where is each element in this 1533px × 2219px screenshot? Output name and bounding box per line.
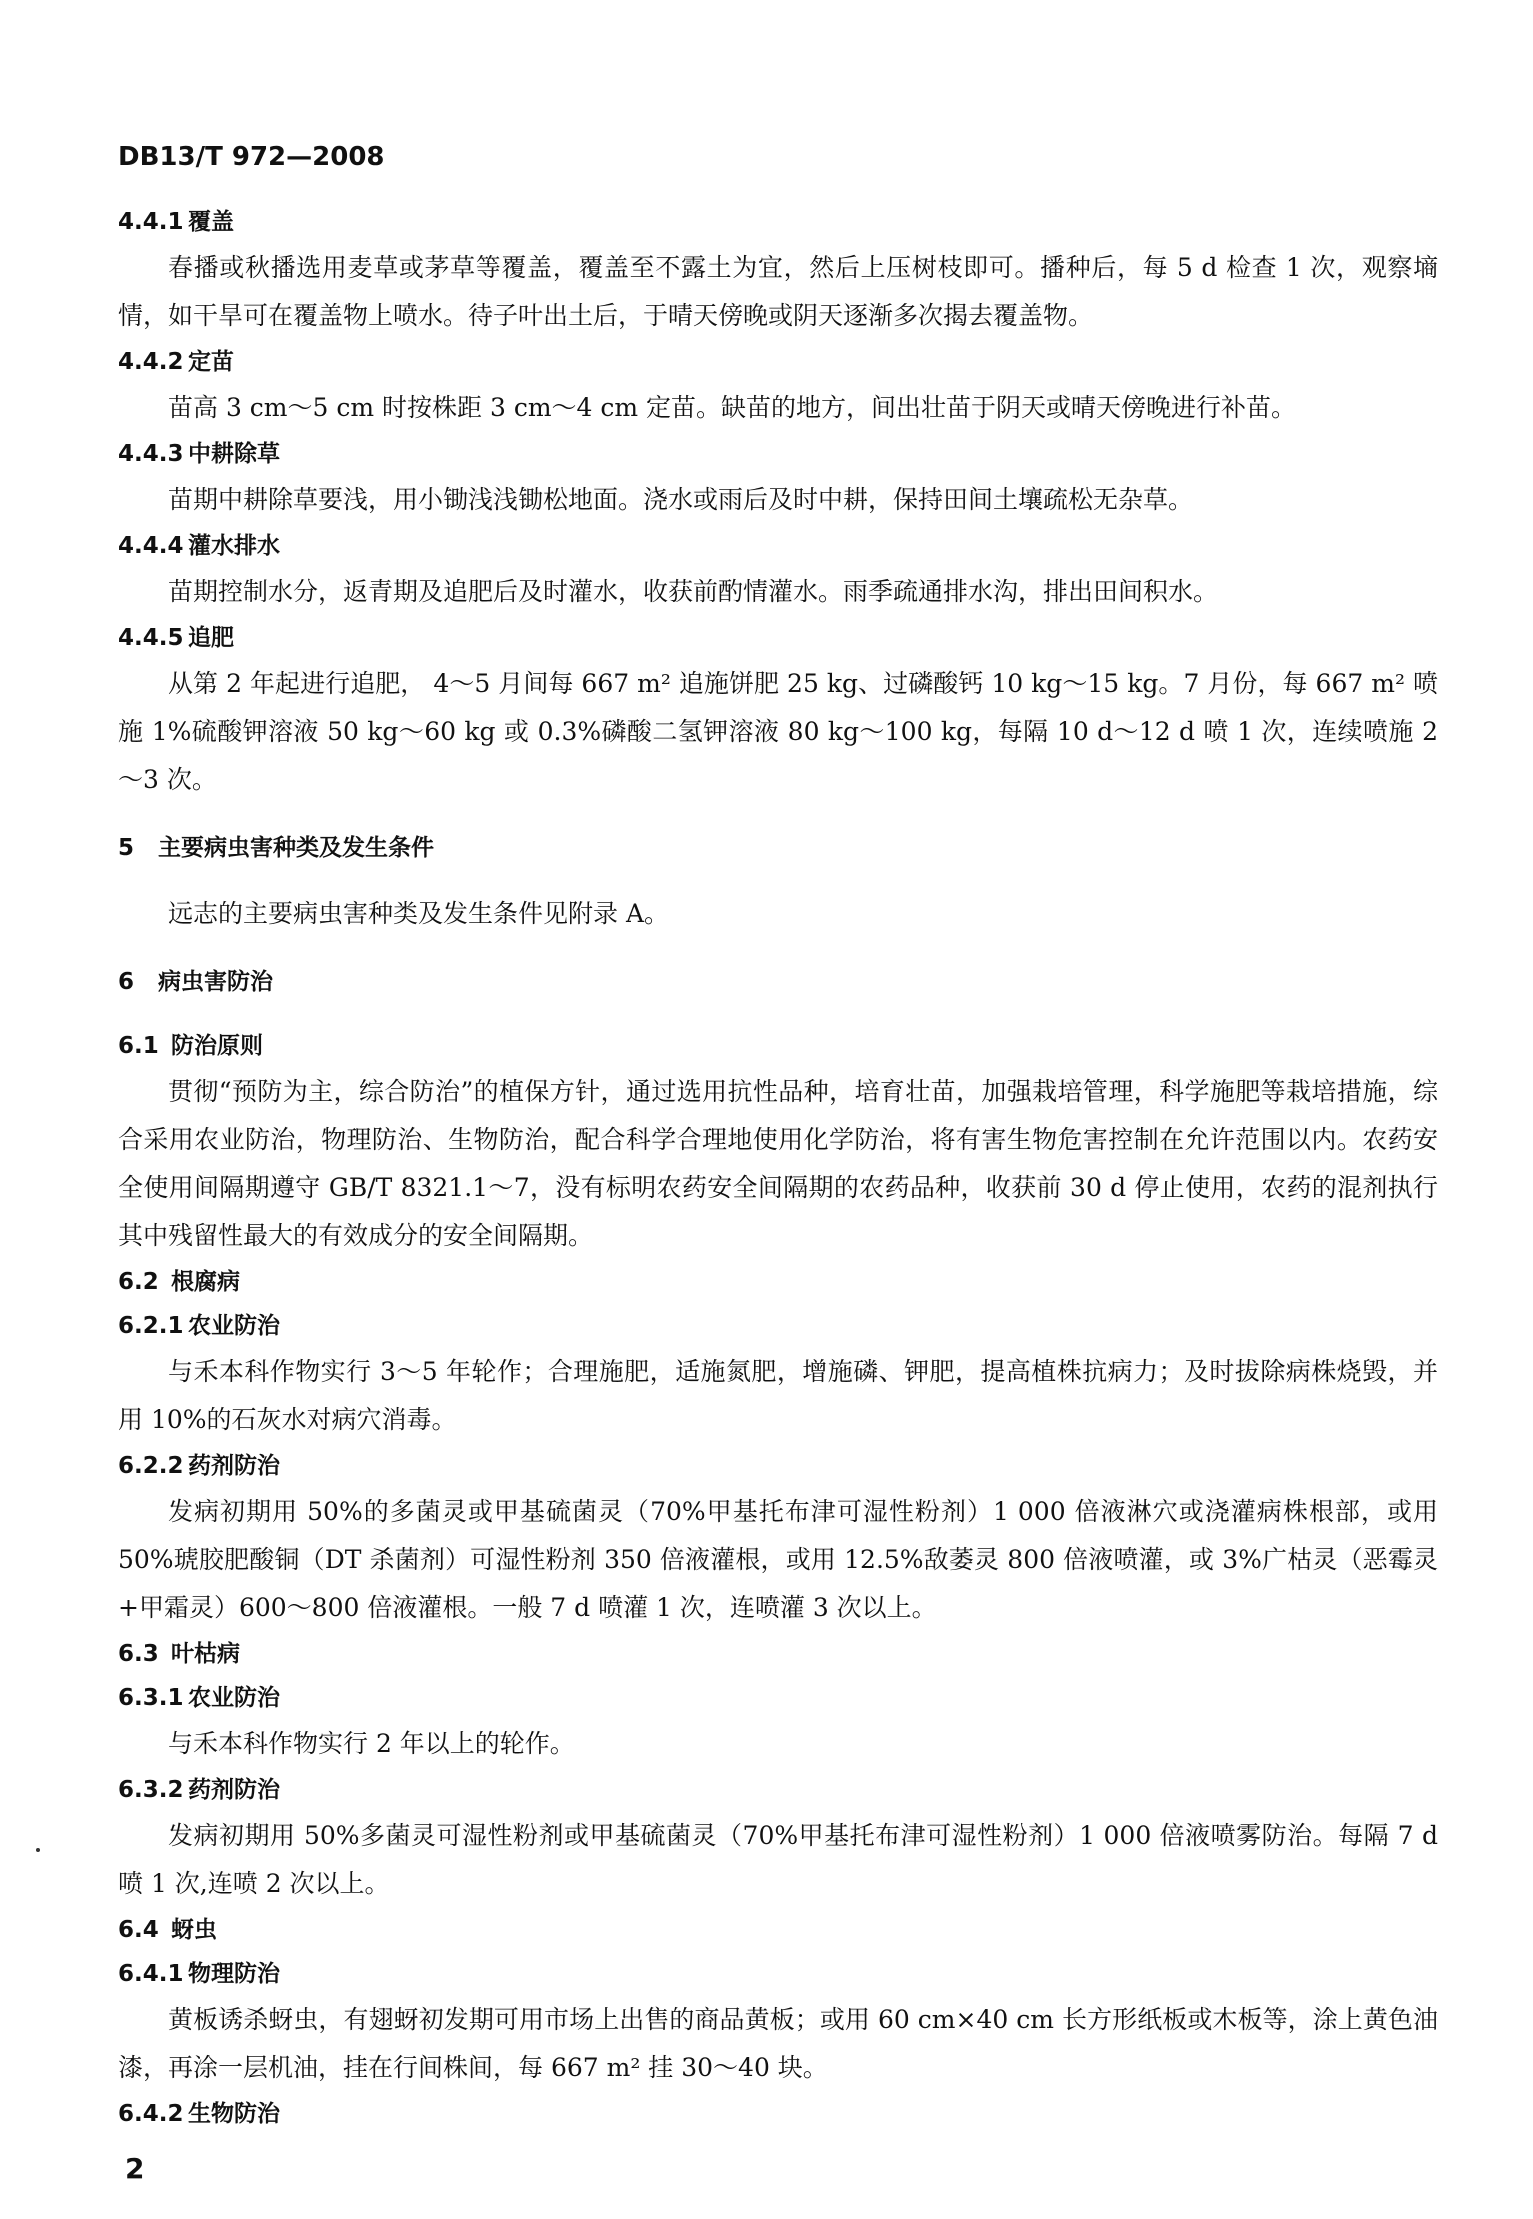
section-title: 物理防治 bbox=[188, 1961, 280, 1987]
section-number: 4.4.1 bbox=[118, 209, 184, 235]
section-number: 4.4.3 bbox=[118, 441, 184, 467]
section-title: 追肥 bbox=[188, 625, 234, 651]
section-heading-6-3-2 bbox=[118, 1768, 1438, 1812]
paragraph-6-3-2: 发病初期用 50%多菌灵可湿性粉剂或甲基硫菌灵（70%甲基托布津可湿性粉剂）1 000 倍液喷雾防治。每隔 7 d 喷 1 次,连喷 2 次以上。 bbox=[118, 1821, 1438, 1898]
section-heading-6-4-1 bbox=[118, 1952, 1438, 1996]
section-heading-6-3-1 bbox=[118, 1676, 1438, 1720]
section-heading-6-3 bbox=[118, 1632, 1438, 1676]
section-title: 药剂防治 bbox=[188, 1453, 280, 1479]
section-heading-4-4-5 bbox=[118, 616, 1438, 660]
section-heading-6-4-2 bbox=[118, 2092, 1438, 2136]
section-heading-4-4-4 bbox=[118, 524, 1438, 568]
section-heading-6 bbox=[118, 960, 1438, 1004]
paragraph-6-2-2: 发病初期用 50%的多菌灵或甲基硫菌灵（70%甲基托布津可湿性粉剂）1 000 倍液淋穴或浇灌病株根部，或用 50%琥胶肥酸铜（DT 杀菌剂）可湿性粉剂 350 倍液灌根，或用 12.5%敌萎灵 800 倍液喷灌，或 3%广枯灵（恶霉灵+甲霜灵）600～800 倍液灌根。一般 7 d 喷灌 1 次，连喷灌 3 次以上。 bbox=[118, 1497, 1438, 1622]
section-number: 6.3 bbox=[118, 1641, 159, 1667]
paragraph-5: 远志的主要病虫害种类及发生条件见附录 A。 bbox=[168, 899, 670, 928]
page-number: 2 bbox=[125, 2152, 145, 2185]
section-title: 覆盖 bbox=[188, 209, 234, 235]
section-number: 5 bbox=[118, 835, 135, 861]
section-number: 6.3.2 bbox=[118, 1777, 184, 1803]
document-body bbox=[118, 200, 1438, 2136]
paragraph-6-4-1: 黄板诱杀蚜虫，有翅蚜初发期可用市场上出售的商品黄板；或用 60 cm×40 cm 长方形纸板或木板等，涂上黄色油漆，再涂一层机油，挂在行间株间，每 667 m² 挂 30～40 块。 bbox=[118, 2005, 1438, 2082]
paragraph-4-4-3: 苗期中耕除草要浅，用小锄浅浅锄松地面。浇水或雨后及时中耕，保持田间土壤疏松无杂草。 bbox=[168, 485, 1194, 514]
paragraph-6-3-1: 与禾本科作物实行 2 年以上的轮作。 bbox=[168, 1729, 575, 1758]
paragraph-6-1: 贯彻“预防为主，综合防治”的植保方针，通过选用抗性品种，培育壮苗，加强栽培管理，科学施肥等栽培措施，综合采用农业防治，物理防治、生物防治，配合科学合理地使用化学防治，将有害生物危害控制在允许范围以内。农药安全使用间隔期遵守 GB/T 8321.1～7，没有标明农药安全间隔期的农药品种，收获前 30 d 停止使用，农药的混剂执行其中残留性最大的有效成分的安全间隔期。 bbox=[118, 1077, 1438, 1250]
section-title: 定苗 bbox=[188, 349, 234, 375]
section-number: 6.4.1 bbox=[118, 1961, 184, 1987]
section-heading-6-2 bbox=[118, 1260, 1438, 1304]
section-title: 主要病虫害种类及发生条件 bbox=[158, 835, 434, 861]
section-number: 6.4.2 bbox=[118, 2101, 184, 2127]
section-heading-4-4-1 bbox=[118, 200, 1438, 244]
section-title: 农业防治 bbox=[188, 1313, 280, 1339]
paragraph-4-4-5: 从第 2 年起进行追肥， 4～5 月间每 667 m² 追施饼肥 25 kg、过磷酸钙 10 kg～15 kg。7 月份，每 667 m² 喷施 1%硫酸钾溶液 50 kg～60 kg 或 0.3%磷酸二氢钾溶液 80 kg～100 kg，每隔 10 d～12 d 喷 1 次，连续喷施 2～3 次。 bbox=[118, 669, 1438, 794]
section-title: 灌水排水 bbox=[188, 533, 280, 559]
section-number: 6.4 bbox=[118, 1917, 159, 1943]
section-number: 4.4.4 bbox=[118, 533, 184, 559]
scan-speck bbox=[36, 1848, 40, 1852]
section-number: 6.2.1 bbox=[118, 1313, 184, 1339]
section-number: 4.4.5 bbox=[118, 625, 184, 651]
section-number: 4.4.2 bbox=[118, 349, 184, 375]
section-title: 药剂防治 bbox=[188, 1777, 280, 1803]
section-title: 蚜虫 bbox=[171, 1917, 217, 1943]
paragraph-6-2-1: 与禾本科作物实行 3～5 年轮作；合理施肥，适施氮肥，增施磷、钾肥，提高植株抗病力；及时拔除病株烧毁，并用 10%的石灰水对病穴消毒。 bbox=[118, 1357, 1438, 1434]
section-number: 6.3.1 bbox=[118, 1685, 184, 1711]
section-number: 6.1 bbox=[118, 1033, 159, 1059]
section-heading-6-2-1 bbox=[118, 1304, 1438, 1348]
section-heading-6-1 bbox=[118, 1024, 1438, 1068]
paragraph-4-4-2: 苗高 3 cm～5 cm 时按株距 3 cm～4 cm 定苗。缺苗的地方，间出壮苗于阴天或晴天傍晚进行补苗。 bbox=[168, 393, 1297, 422]
section-number: 6.2.2 bbox=[118, 1453, 184, 1479]
section-heading-6-2-2 bbox=[118, 1444, 1438, 1488]
standard-code: DB13/T 972—2008 bbox=[118, 142, 385, 172]
section-heading-5 bbox=[118, 826, 1438, 870]
paragraph-4-4-1: 春播或秋播选用麦草或茅草等覆盖，覆盖至不露土为宜，然后上压树枝即可。播种后，每 5 d 检查 1 次，观察墒情，如干旱可在覆盖物上喷水。待子叶出土后，于晴天傍晚或阴天逐渐多次揭去覆盖物。 bbox=[118, 253, 1438, 330]
section-title: 病虫害防治 bbox=[158, 969, 273, 995]
section-title: 防治原则 bbox=[171, 1033, 263, 1059]
section-number: 6 bbox=[118, 969, 135, 995]
section-heading-6-4 bbox=[118, 1908, 1438, 1952]
section-title: 中耕除草 bbox=[188, 441, 280, 467]
section-number: 6.2 bbox=[118, 1269, 159, 1295]
paragraph-4-4-4: 苗期控制水分，返青期及追肥后及时灌水，收获前酌情灌水。雨季疏通排水沟，排出田间积水。 bbox=[168, 577, 1219, 606]
section-title: 根腐病 bbox=[171, 1269, 240, 1295]
section-title: 叶枯病 bbox=[171, 1641, 240, 1667]
section-title: 农业防治 bbox=[188, 1685, 280, 1711]
section-heading-4-4-2 bbox=[118, 340, 1438, 384]
section-title: 生物防治 bbox=[188, 2101, 280, 2127]
section-heading-4-4-3 bbox=[118, 432, 1438, 476]
